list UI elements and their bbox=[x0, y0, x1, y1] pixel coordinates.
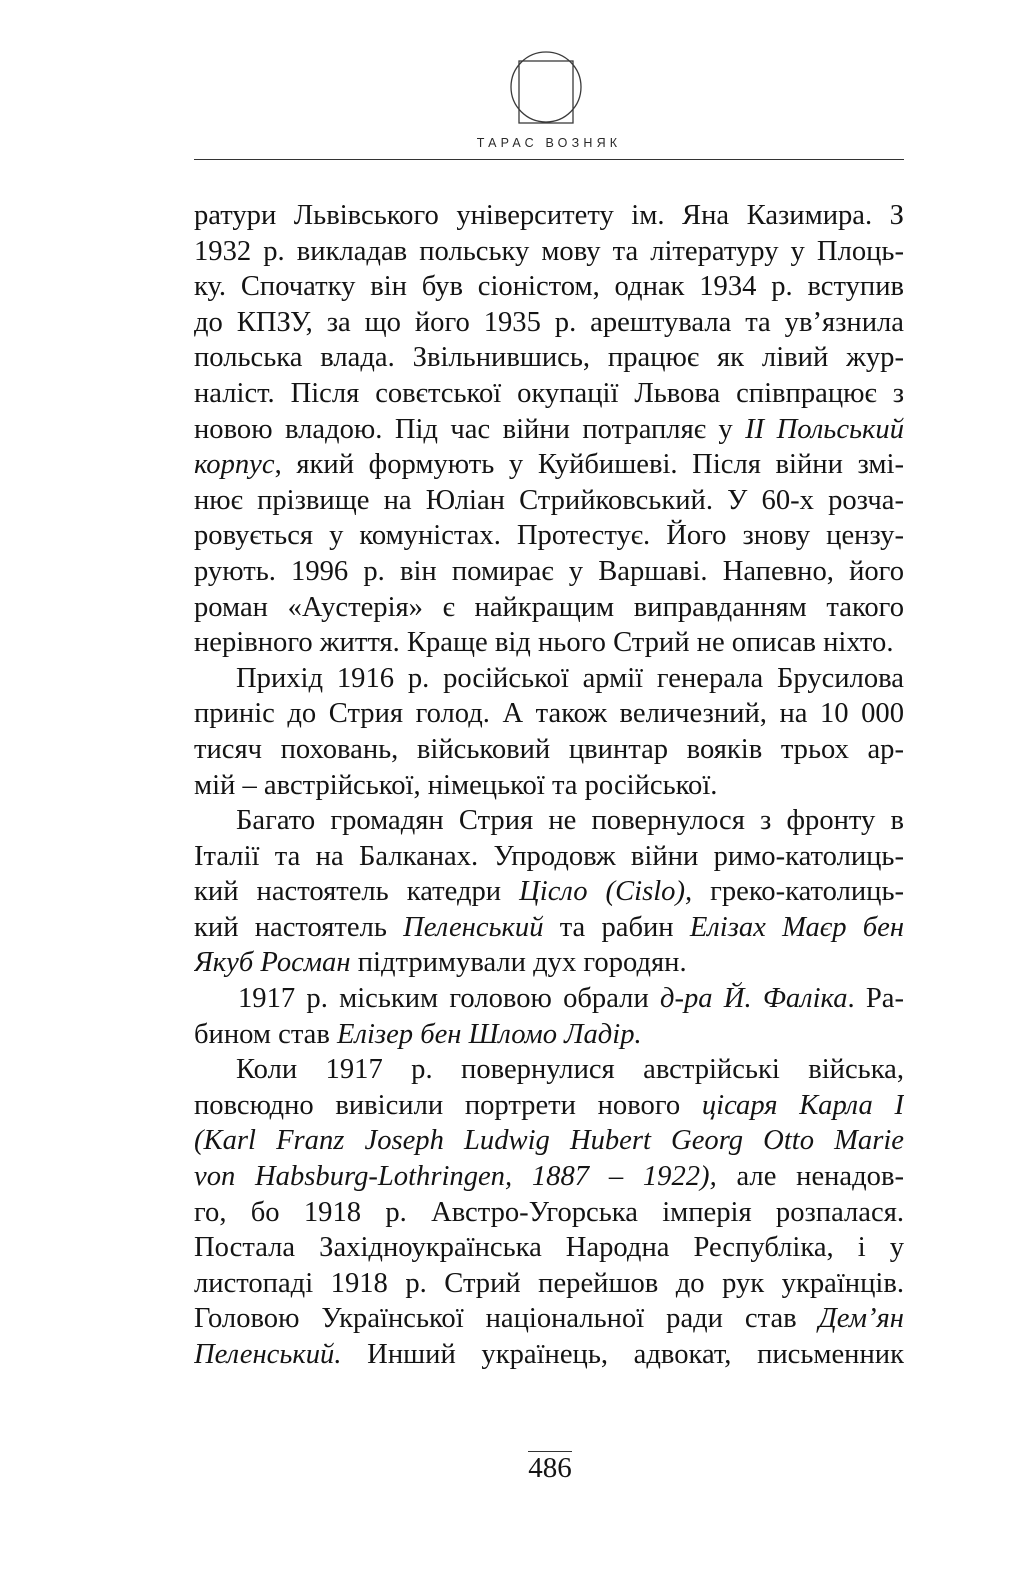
text-line: мій – австрійської, німецької та російської. bbox=[194, 769, 718, 801]
text-line: наліст. Після совєтської окупації Львова співпрацює з bbox=[194, 377, 904, 409]
text-line: Постала Західноукраїнська Народна Республіка, і у bbox=[194, 1232, 904, 1264]
text-line: Коли 1917 р. повернулися австрійські війська, bbox=[236, 1054, 904, 1086]
circle-square-logo-icon bbox=[508, 47, 584, 127]
text-line: Багато громадян Стрия не повернулося з фронту в bbox=[236, 805, 904, 837]
text-line: Пеленський. Инший українець, адвокат, письменник bbox=[194, 1339, 904, 1370]
text-line: го, бо 1918 р. Австро-Угорська імперія розпалася. bbox=[194, 1196, 904, 1228]
header-rule bbox=[194, 159, 904, 160]
text-line: Італії та на Балканах. Упродовж війни римо-католиць- bbox=[194, 840, 904, 872]
text-line: новою владою. Під час війни потрапляє у ІІ Польський bbox=[194, 413, 904, 445]
text-line: Якуб Росман підтримували дух городян. bbox=[194, 947, 687, 979]
text-line: приніс до Стрия голод. А також величезний, на 10 000 bbox=[194, 698, 904, 730]
text-line: ратури Львівського університету ім. Яна Казимира. З bbox=[194, 200, 904, 231]
text-line: нює прізвище на Юліан Стрийковський. У 60-х розча- bbox=[194, 484, 904, 516]
text-line: польська влада. Звільнившись, працює як лівий жур- bbox=[194, 342, 904, 374]
text-line: повсюдно вивісили портрети нового цісаря Карла І bbox=[194, 1089, 904, 1121]
text-line: бином став Елізер бен Шломо Ладір. bbox=[194, 1018, 642, 1050]
text-line: роман «Аустерія» є найкращим виправданням такого bbox=[194, 591, 904, 623]
text-line: 1917 р. міським головою обрали д-ра Й. Фаліка. Ра- bbox=[238, 983, 904, 1015]
text-line: рують. 1996 р. він помирає у Варшаві. Напевно, його bbox=[194, 555, 904, 587]
text-line: von Habsburg-Lothringen, 1887 – 1922), але ненадов- bbox=[194, 1161, 904, 1193]
text-line: Прихід 1916 р. російської армії генерала Брусилова bbox=[236, 662, 904, 694]
text-line: (Karl Franz Joseph Ludwig Hubert Georg Otto Marie bbox=[194, 1125, 904, 1157]
text-line: тисяч поховань, військовий цвинтар вояків трьох ар- bbox=[194, 733, 904, 765]
body-text bbox=[194, 198, 904, 1373]
running-head: ТАРАС ВОЗНЯК bbox=[476, 136, 622, 150]
text-line: нерівного життя. Краще від нього Стрий не описав ніхто. bbox=[194, 627, 894, 659]
text-line: листопаді 1918 р. Стрий перейшов до рук українців. bbox=[194, 1267, 904, 1299]
text-line: корпус, який формують у Куйбишеві. Після війни змі- bbox=[194, 449, 904, 481]
text-line: кий настоятель катедри Цісло (Cislo), греко-католиць- bbox=[194, 876, 904, 908]
text-line: 1932 р. викладав польську мову та літературу у Плоць- bbox=[194, 235, 904, 267]
page-number: 486 bbox=[528, 1452, 572, 1484]
text-line: кий настоятель Пеленський та рабин Елізах Маєр бен bbox=[194, 911, 904, 943]
text-line: ровується у комуністах. Протестує. Його знову цензу- bbox=[194, 520, 904, 552]
text-line: ку. Спочатку він був сіоністом, однак 1934 р. вступив bbox=[194, 271, 904, 303]
text-line: до КПЗУ, за що його 1935 р. арештувала та ув’язнила bbox=[194, 306, 904, 338]
text-line: Головою Української національної ради став Дем’ян bbox=[194, 1303, 904, 1335]
